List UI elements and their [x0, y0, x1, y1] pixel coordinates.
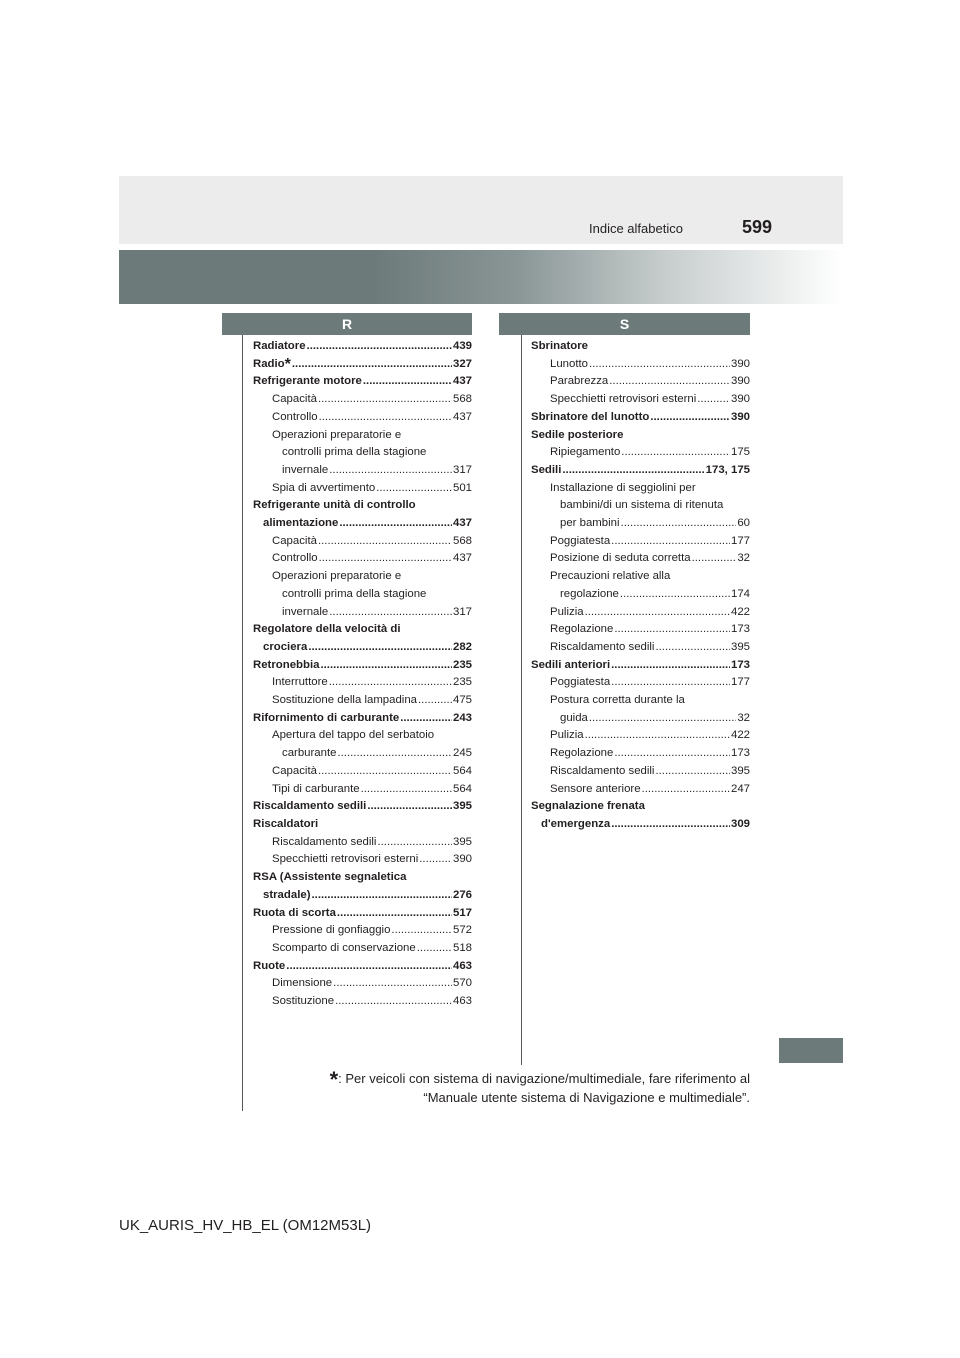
- index-subentry: Riscaldamento sedili ..... 395: [531, 763, 750, 781]
- index-subentry-cont: invernale ..... 317: [253, 604, 472, 622]
- section-heading-r: R: [222, 313, 472, 335]
- footnote-star: *: [329, 1067, 339, 1092]
- index-entry: Segnalazione frenata: [531, 800, 645, 813]
- index-entry: Rifornimento di carburante ..... 243: [253, 710, 472, 728]
- section-title: Indice alfabetico: [589, 221, 683, 236]
- page-number: 599: [742, 217, 773, 237]
- footnote-line-2: “Manuale utente sistema di Navigazione e multimediale”.: [423, 1090, 750, 1105]
- index-entry: Sedile posteriore: [531, 428, 624, 441]
- index-entry: Riscaldatori: [253, 817, 319, 830]
- index-entry: Retronebbia ..... 235: [253, 657, 472, 675]
- column-divider: [521, 335, 522, 1065]
- index-subentry: Riscaldamento sedili ..... 395: [253, 834, 472, 852]
- index-entry: Sbrinatore: [531, 340, 588, 352]
- index-subentry: Spia di avvertimento ..... 501: [253, 480, 472, 498]
- index-subentry: Controllo ..... 437: [253, 550, 472, 568]
- index-subentry: Poggiatesta ..... 177: [531, 533, 750, 551]
- index-subentry: Tipi di carburante ..... 564: [253, 781, 472, 799]
- header-gradient-bar: [119, 250, 843, 304]
- index-subentry: Dimensione ..... 570: [253, 975, 472, 993]
- index-entry: Riscaldamento sedili ..... 395: [253, 798, 472, 816]
- index-entry: Radiatore ..... 439: [253, 338, 472, 356]
- index-subentry: Controllo ..... 437: [253, 409, 472, 427]
- index-entry: RSA (Assistente segnaletica: [253, 871, 407, 884]
- index-subentry: Specchietti retrovisori esterni ..... 390: [253, 851, 472, 869]
- footnote-marker: *: [284, 355, 291, 373]
- index-subentry: Specchietti retrovisori esterni ..... 390: [531, 391, 750, 409]
- index-subentry-cont: guida ..... 32: [531, 710, 750, 728]
- footnote: [230, 1069, 750, 1107]
- index-column-s: [531, 338, 750, 834]
- section-heading-s: S: [499, 313, 750, 335]
- index-subentry-cont: carburante ..... 245: [253, 745, 472, 763]
- index-subentry: Postura corretta durante la: [550, 694, 685, 707]
- index-subentry: Operazioni preparatorie e: [272, 570, 402, 583]
- footnote-line-1: *: Per veicoli con sistema di navigazione/multimediale, fare riferimento al: [329, 1067, 750, 1092]
- index-subentry: Sostituzione della lampadina ..... 475: [253, 692, 472, 710]
- index-subentry-cont: per bambini ..... 60: [531, 515, 750, 533]
- index-subentry-cont: bambini/di un sistema di ritenuta: [560, 499, 724, 512]
- index-subentry: Operazioni preparatorie e: [272, 428, 402, 441]
- index-entry-cont: d'emergenza ..... 309: [531, 816, 750, 834]
- index-subentry: Sostituzione ..... 463: [253, 993, 472, 1011]
- index-subentry: Capacità ..... 568: [253, 391, 472, 409]
- index-subentry: Regolazione ..... 173: [531, 621, 750, 639]
- index-entry: Regolatore della velocità di: [253, 623, 401, 636]
- index-subentry: Sensore anteriore ..... 247: [531, 781, 750, 799]
- index-subentry: Installazione di seggiolini per: [550, 481, 696, 494]
- index-subentry-cont: regolazione ..... 174: [531, 586, 750, 604]
- index-subentry: Pressione di gonfiaggio ..... 572: [253, 922, 472, 940]
- index-subentry: Pulizia ..... 422: [531, 604, 750, 622]
- header-band: [119, 176, 843, 244]
- index-entry: Sbrinatore del lunotto ..... 390: [531, 409, 750, 427]
- index-subentry: Ripiegamento ..... 175: [531, 444, 750, 462]
- index-column-r: [253, 338, 472, 1011]
- index-entry: Ruote ..... 463: [253, 958, 472, 976]
- index-entry-cont: crociera ..... 282: [253, 639, 472, 657]
- index-subentry: Poggiatesta ..... 177: [531, 674, 750, 692]
- thumb-index-tab: [779, 1038, 843, 1063]
- index-entry-cont: stradale) ..... 276: [253, 887, 472, 905]
- index-entry: Sedili ..... 173, 175: [531, 462, 750, 480]
- index-subentry: Apertura del tappo del serbatoio: [272, 729, 435, 742]
- index-subentry: Capacità ..... 568: [253, 533, 472, 551]
- index-subentry: Scomparto di conservazione ..... 518: [253, 940, 472, 958]
- index-subentry-cont: controlli prima della stagione: [282, 446, 427, 459]
- index-subentry: Posizione di seduta corretta ..... 32: [531, 550, 750, 568]
- index-subentry-cont: invernale ..... 317: [253, 462, 472, 480]
- document-code: UK_AURIS_HV_HB_EL (OM12M53L): [119, 1217, 372, 1234]
- index-subentry: Capacità ..... 564: [253, 763, 472, 781]
- index-entry: Refrigerante motore ..... 437: [253, 373, 472, 391]
- index-subentry: Pulizia ..... 422: [531, 727, 750, 745]
- index-subentry: Regolazione ..... 173: [531, 745, 750, 763]
- index-subentry: Interruttore ..... 235: [253, 674, 472, 692]
- index-entry: Sedili anteriori ..... 173: [531, 657, 750, 675]
- index-subentry: Parabrezza ..... 390: [531, 373, 750, 391]
- index-entry: Refrigerante unità di controllo: [253, 499, 416, 512]
- index-entry: Radio* ..... 327: [253, 356, 472, 374]
- index-subentry: Precauzioni relative alla: [550, 570, 671, 583]
- index-entry: Ruota di scorta ..... 517: [253, 905, 472, 923]
- index-subentry: Riscaldamento sedili ..... 395: [531, 639, 750, 657]
- index-subentry: Lunotto ..... 390: [531, 356, 750, 374]
- left-margin-rule: [242, 335, 243, 1111]
- index-subentry-cont: controlli prima della stagione: [282, 587, 427, 600]
- index-entry-cont: alimentazione ..... 437: [253, 515, 472, 533]
